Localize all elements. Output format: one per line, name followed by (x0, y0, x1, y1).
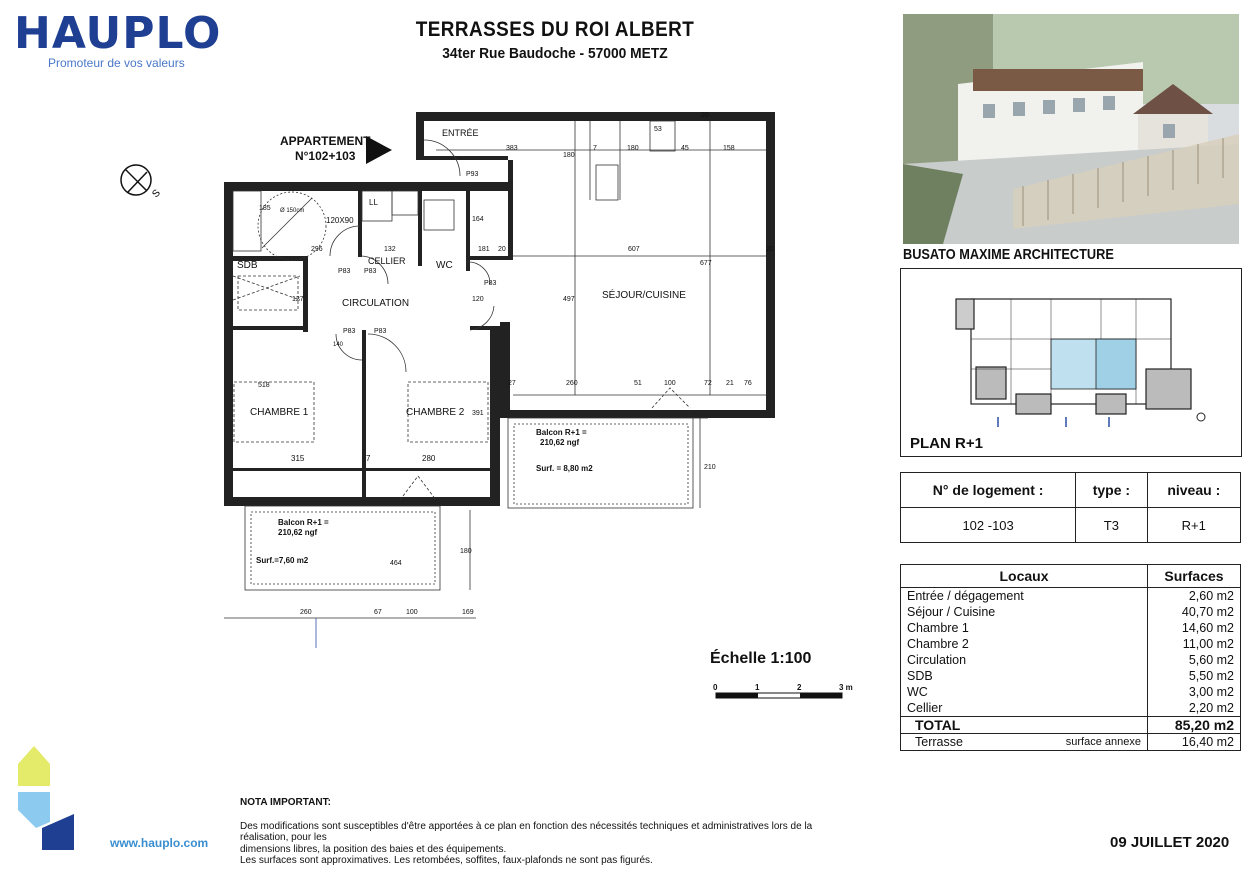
room-wc: WC (436, 260, 453, 271)
unit-level-header: niveau : (1147, 473, 1240, 508)
balcony-1 (536, 428, 593, 474)
scale-tick: 1 (755, 683, 760, 692)
table-row (901, 668, 1241, 684)
surface-value: 5,50 m2 (1148, 668, 1241, 684)
scale-label: Échelle 1:100 (710, 650, 812, 667)
room-entree: ENTRÉE (442, 128, 479, 138)
balcony-2-surface: Surf.=7,60 m2 (256, 556, 309, 565)
unit-number-value: 102 -103 (901, 508, 1076, 543)
dim-label: 210 (704, 464, 716, 471)
dim-label: 296 (311, 246, 323, 253)
room-circulation: CIRCULATION (342, 298, 410, 309)
dim-label: 76 (744, 380, 752, 387)
dim-label: 280 (422, 454, 436, 463)
unit-number-header: N° de logement : (901, 473, 1076, 508)
dim-label: 158 (723, 145, 735, 152)
dim-label: 181 (478, 246, 490, 253)
dim-label: 518 (258, 382, 270, 389)
surfaces-table (900, 564, 1241, 751)
room-chambre2: CHAMBRE 2 (406, 407, 465, 418)
surface-name: Circulation (901, 652, 1148, 668)
project-address: 34ter Rue Baudoche - 57000 METZ (442, 45, 668, 62)
scale-tick: 0 (713, 683, 718, 692)
brand-mark-icon (16, 744, 80, 854)
dim-label: 100 (406, 609, 418, 616)
shower-label: Ø 150cm (280, 208, 305, 214)
table-row (901, 652, 1241, 668)
dim-label: 7 (593, 145, 597, 152)
dim-label: 72 (704, 380, 712, 387)
terrace-value: 16,40 m2 (1148, 734, 1241, 751)
surface-value: 40,70 m2 (1148, 604, 1241, 620)
surface-value: 2,60 m2 (1148, 588, 1241, 605)
table-row (901, 604, 1241, 620)
surface-value: 3,00 m2 (1148, 684, 1241, 700)
balcony-1-label: Balcon R+1 = (536, 428, 587, 437)
key-plan (900, 268, 1242, 457)
compass-icon (121, 165, 151, 195)
dim-label: 45 (681, 145, 689, 152)
dim-label: 169 (462, 609, 474, 616)
surface-value: 14,60 m2 (1148, 620, 1241, 636)
logo-wordmark: HAUPLO (14, 8, 222, 59)
dim-label: 140 (333, 342, 344, 348)
surface-name: Chambre 2 (901, 636, 1148, 652)
building-rendering (903, 14, 1239, 244)
website-link[interactable]: www.hauplo.com (110, 836, 209, 850)
surface-value: 2,20 m2 (1148, 700, 1241, 717)
dim-label: 27 (508, 380, 516, 387)
note-heading: NOTA IMPORTANT: (240, 797, 331, 808)
terrace-note: surface annexe (1009, 734, 1148, 751)
note-line: Les surfaces sont approximatives. Les retombées, soffites, faux-plafonds ne sont pas figurés. (240, 855, 653, 866)
scale-tick: 3 m (839, 683, 853, 692)
dim-label: 164 (472, 216, 484, 223)
dim-label: 180 (627, 145, 639, 152)
table-row (901, 700, 1241, 717)
architect-name: BUSATO MAXIME ARCHITECTURE (903, 246, 1114, 263)
dim-label: 607 (628, 246, 640, 253)
note-line: dimensions libres, la position des baies et des équipements. (240, 843, 507, 855)
bed-label: 120X90 (326, 216, 354, 225)
unit-type-value: T3 (1076, 508, 1147, 543)
surface-name: Entrée / dégagement (901, 588, 1148, 605)
key-plan-drawing (901, 269, 1241, 429)
room-sdb: SDB (237, 260, 258, 271)
unit-info-table (900, 472, 1241, 543)
door-label: P83 (338, 268, 351, 275)
logo-tagline: Promoteur de vos valeurs (48, 56, 185, 70)
balcony-2-label: Balcon R+1 = (278, 518, 329, 527)
surface-name: SDB (901, 668, 1148, 684)
dim-label: 497 (563, 296, 575, 303)
apartment-label (280, 134, 370, 164)
balcony-1-ngf: 210,62 ngf (540, 438, 580, 447)
door-label: P83 (364, 268, 377, 275)
surface-value: 11,00 m2 (1148, 636, 1241, 652)
balcony-2 (278, 518, 329, 538)
door-label: P93 (466, 171, 479, 178)
dim-label: 185 (259, 205, 271, 212)
balcony-2-ngf: 210,62 ngf (278, 528, 318, 537)
balcony-1-surface: Surf. = 8,80 m2 (536, 464, 593, 473)
dim-label: 677 (700, 260, 712, 267)
table-row (901, 684, 1241, 700)
plan-walls (224, 112, 775, 506)
room-ll: LL (369, 198, 378, 207)
scale-bar (716, 693, 842, 698)
apartment-label-text: APPARTEMENT (280, 134, 371, 148)
scale-tick: 2 (797, 683, 802, 692)
dim-label: 20 (498, 246, 506, 253)
dim-label: 260 (566, 380, 578, 387)
surfaces-header-locaux: Locaux (901, 565, 1148, 588)
door-label: P83 (374, 328, 387, 335)
door-label: P83 (343, 328, 356, 335)
terrace-row (901, 734, 1241, 751)
key-plan-label: PLAN R+1 (910, 435, 983, 452)
dim-label: 21 (726, 380, 734, 387)
document-date: 09 JUILLET 2020 (1110, 834, 1230, 851)
table-row (901, 588, 1241, 605)
legal-note (240, 797, 860, 867)
unit-type-header: type : (1076, 473, 1147, 508)
surfaces-header-surfaces: Surfaces (1148, 565, 1241, 588)
surface-name: Cellier (901, 700, 1148, 717)
apartment-number: N°102+103 (294, 149, 356, 163)
surface-name: Chambre 1 (901, 620, 1148, 636)
svg-text:S: S (150, 187, 163, 201)
dim-label: 127 (292, 296, 304, 303)
surface-value: 5,60 m2 (1148, 652, 1241, 668)
total-label: TOTAL (901, 717, 1148, 734)
dim-label: 20 (701, 112, 709, 119)
dim-label: 383 (506, 145, 518, 152)
dim-label: 51 (634, 380, 642, 387)
dim-label: 180 (460, 548, 472, 555)
dim-label: 391 (472, 410, 484, 417)
room-sejour: SÉJOUR/CUISINE (602, 290, 686, 301)
room-cellier: CELLIER (368, 256, 406, 266)
dim-label: 132 (384, 246, 396, 253)
total-row (901, 717, 1241, 734)
dim-label: 120 (472, 296, 484, 303)
dim-label: 260 (300, 609, 312, 616)
dim-label: 100 (664, 380, 676, 387)
table-row (901, 636, 1241, 652)
door-label: P83 (484, 280, 497, 287)
dim-label: 67 (374, 609, 382, 616)
dim-label: 20 (766, 246, 774, 253)
dim-label: 7 (366, 454, 371, 463)
dim-label: 180 (563, 152, 575, 159)
table-row (901, 620, 1241, 636)
surface-name: WC (901, 684, 1148, 700)
dim-label: 464 (390, 560, 402, 567)
terrace-label: Terrasse (901, 734, 1009, 751)
total-value: 85,20 m2 (1148, 717, 1241, 734)
surface-name: Séjour / Cuisine (901, 604, 1148, 620)
room-chambre1: CHAMBRE 1 (250, 407, 309, 418)
unit-level-value: R+1 (1147, 508, 1240, 543)
dim-label: 315 (291, 454, 305, 463)
dim-label: 53 (654, 126, 662, 133)
note-line: Des modifications sont susceptibles d'être apportées à ce plan en fonction des nécessités techniques et administratives lors de la réalisation, pour les (240, 820, 813, 843)
project-title: TERRASSES DU ROI ALBERT (415, 18, 695, 41)
